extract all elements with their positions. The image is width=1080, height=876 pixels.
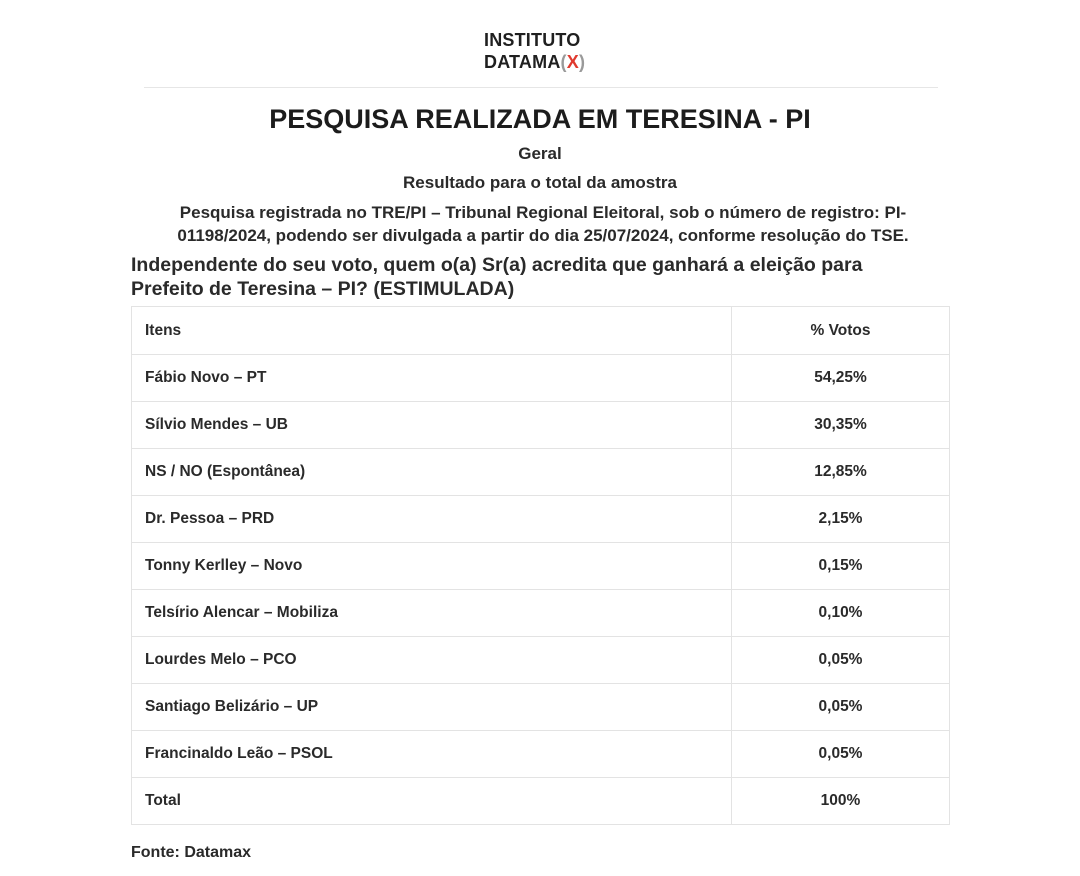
row-item: Telsírio Alencar – Mobiliza: [132, 590, 732, 637]
row-item: Tonny Kerlley – Novo: [132, 543, 732, 590]
registration-note: [138, 201, 948, 247]
row-item: NS / NO (Espontânea): [132, 449, 732, 496]
logo-line-1: INSTITUTO: [484, 30, 581, 50]
logo-x-mark: X: [566, 52, 579, 72]
table-row: [132, 637, 950, 684]
question-line-1: Independente do seu voto, quem o(a) Sr(a) acredita que ganhará a eleição para: [131, 254, 863, 276]
row-item: Francinaldo Leão – PSOL: [132, 731, 732, 778]
row-percentage: 0,05%: [732, 684, 950, 731]
table-row: [132, 402, 950, 449]
row-item: Fábio Novo – PT: [132, 355, 732, 402]
registration-line-1: Pesquisa registrada no TRE/PI – Tribunal Regional Eleitoral, sob o número de registro: PI-: [179, 203, 907, 222]
table-row: [132, 355, 950, 402]
total-label: Total: [132, 778, 732, 825]
logo: [484, 29, 585, 73]
header-divider: [144, 87, 938, 88]
column-header-items: Itens: [132, 307, 732, 355]
row-percentage: 2,15%: [732, 496, 950, 543]
table-header-row: [132, 307, 950, 355]
row-item: Lourdes Melo – PCO: [132, 637, 732, 684]
table-row: [132, 684, 950, 731]
row-item: Sílvio Mendes – UB: [132, 402, 732, 449]
table-row: [132, 590, 950, 637]
row-percentage: 0,05%: [732, 731, 950, 778]
total-percentage: 100%: [732, 778, 950, 825]
logo-wordmark: DATAMA: [484, 52, 561, 72]
page-title: PESQUISA REALIZADA EM TERESINA - PI: [269, 104, 811, 134]
logo-paren-close: ): [578, 52, 586, 72]
table-row: [132, 731, 950, 778]
row-item: Santiago Belizário – UP: [132, 684, 732, 731]
row-percentage: 54,25%: [732, 355, 950, 402]
row-item: Dr. Pessoa – PRD: [132, 496, 732, 543]
logo-line-2: [484, 51, 585, 73]
question-line-2: Prefeito de Teresina – PI? (ESTIMULADA): [131, 278, 515, 300]
column-header-votes: % Votos: [732, 307, 950, 355]
subtitle: Geral: [518, 144, 562, 163]
row-percentage: 30,35%: [732, 402, 950, 449]
registration-line-2: 01198/2024, podendo ser divulgada a partir do dia 25/07/2024, conforme resolução do TSE.: [177, 226, 909, 245]
results-table: [131, 306, 950, 825]
row-percentage: 12,85%: [732, 449, 950, 496]
table-total-row: [132, 778, 950, 825]
logo-paren-open: (: [560, 52, 567, 72]
table-row: [132, 543, 950, 590]
row-percentage: 0,15%: [732, 543, 950, 590]
row-percentage: 0,05%: [732, 637, 950, 684]
survey-question: [131, 253, 931, 301]
sample-line: Resultado para o total da amostra: [403, 173, 677, 192]
row-percentage: 0,10%: [732, 590, 950, 637]
table-row: [132, 496, 950, 543]
table-row: [132, 449, 950, 496]
source-note: Fonte: Datamax: [131, 844, 252, 861]
